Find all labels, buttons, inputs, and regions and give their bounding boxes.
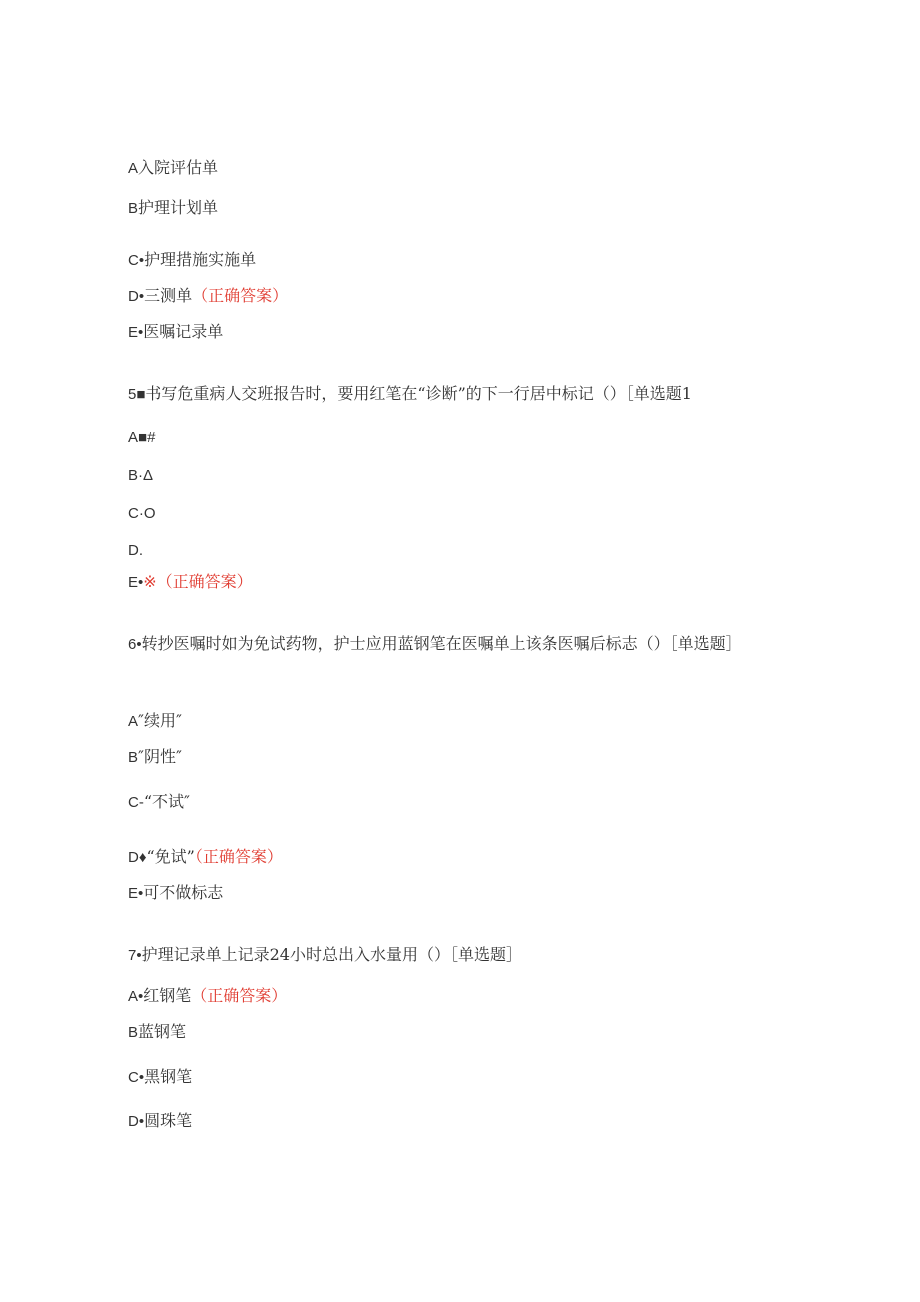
option-text: 医嘱记录单 (143, 322, 224, 341)
option-c (128, 1066, 788, 1089)
option-e (128, 321, 788, 344)
question-6-stem (128, 626, 768, 663)
option-e (128, 882, 788, 905)
correct-answer-mark: （正确答案） (191, 986, 288, 1005)
option-key: A• (128, 988, 144, 1005)
option-key: D. (128, 542, 143, 559)
option-a (128, 985, 788, 1008)
option-text: 可不做标志 (143, 883, 224, 902)
option-key: A■# (128, 429, 156, 446)
option-c (128, 502, 788, 525)
option-text: ″续用″ (138, 711, 182, 730)
option-text: 入院评估单 (138, 158, 219, 177)
question-number: 6• (128, 636, 142, 653)
question-text: 转抄医嘱时如为免试药物，护士应用蓝钢笔在医嘱单上该条医嘱后标志（）［单选题］ (141, 634, 742, 653)
option-text: 红钢笔 (143, 986, 192, 1005)
option-b (128, 197, 788, 220)
question-7-stem (128, 944, 788, 967)
option-key: E• (128, 324, 144, 341)
correct-answer-mark: （正确答案） (194, 847, 283, 866)
option-key: D♦ (128, 849, 147, 866)
option-text: ″阴性″ (138, 747, 182, 766)
option-text: “不试″ (143, 792, 190, 811)
option-b (128, 1021, 788, 1044)
option-d (128, 1110, 788, 1133)
option-text: 护理计划单 (138, 198, 219, 217)
option-key: B (128, 749, 139, 766)
option-e (128, 571, 788, 594)
question-text: 护理记录单上记录24小时总出入水量用（）［单选题］ (141, 945, 522, 964)
option-key: A (128, 713, 139, 730)
option-c (128, 791, 788, 814)
option-text: 护理措施实施单 (144, 250, 257, 269)
option-text: 黑钢笔 (144, 1067, 193, 1086)
option-d (128, 285, 788, 308)
option-text: “免试” (146, 847, 195, 866)
option-b (128, 746, 788, 769)
question-number: 5■ (128, 386, 146, 403)
option-c (128, 249, 788, 272)
option-key: C·O (128, 505, 156, 522)
option-text: 圆珠笔 (144, 1111, 193, 1130)
question-text: 书写危重病人交班报告时，要用红笔在“诊断”的下一行居中标记（）［单选题1 (145, 384, 692, 403)
option-key: E• (128, 574, 144, 591)
option-a (128, 157, 788, 180)
option-key: C• (128, 252, 145, 269)
option-key: B·Δ (128, 467, 154, 484)
option-a (128, 710, 788, 733)
option-key: C- (128, 794, 144, 811)
option-key: A (128, 160, 139, 177)
option-b (128, 464, 788, 487)
correct-answer-mark: （正确答案） (192, 286, 289, 305)
option-d (128, 846, 788, 869)
option-key: E• (128, 885, 144, 902)
question-number: 7• (128, 947, 142, 964)
option-text: 蓝钢笔 (138, 1022, 187, 1041)
option-d (128, 539, 788, 562)
option-text: ※ (143, 572, 157, 591)
option-key: C• (128, 1069, 145, 1086)
option-key: D• (128, 1113, 145, 1130)
option-text: 三测单 (144, 286, 193, 305)
option-key: B (128, 1024, 139, 1041)
option-key: B (128, 200, 139, 217)
option-a (128, 426, 788, 449)
option-key: D• (128, 288, 145, 305)
correct-answer-mark: （正确答案） (156, 572, 253, 591)
question-5-stem (128, 383, 788, 406)
